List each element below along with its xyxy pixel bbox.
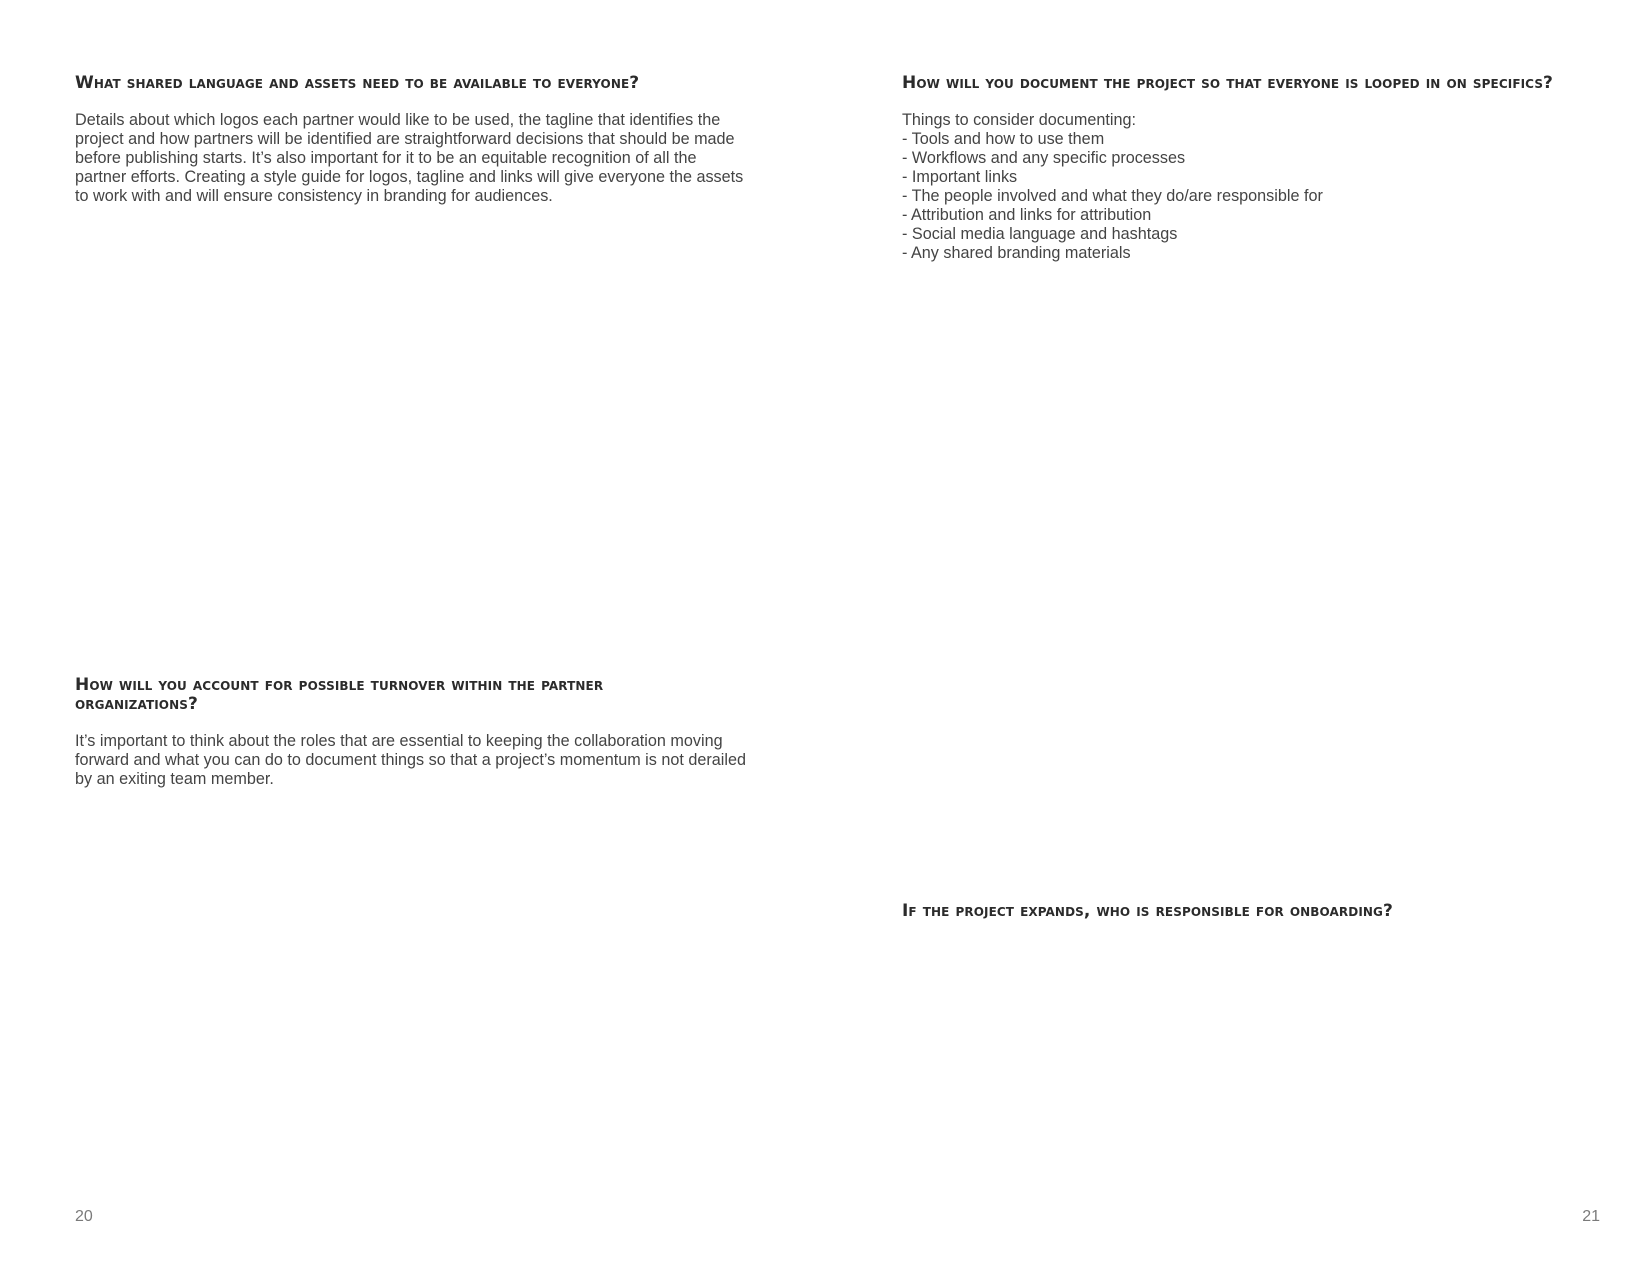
list-intro: Things to consider documenting: bbox=[902, 111, 1136, 129]
list-item: - Attribution and links for attribution bbox=[902, 206, 1602, 225]
list-item: - Important links bbox=[902, 168, 1602, 187]
section-onboarding bbox=[902, 902, 1602, 939]
page-number: 20 bbox=[75, 1208, 93, 1225]
section-heading: How will you document the project so that everyone is looped in on specifics? bbox=[902, 73, 1554, 93]
page-number: 21 bbox=[1582, 1208, 1600, 1225]
right-page bbox=[825, 0, 1650, 1275]
section-turnover bbox=[75, 675, 746, 789]
list-item: - Tools and how to use them bbox=[902, 130, 1602, 149]
list-item: - Social media language and hashtags bbox=[902, 225, 1602, 244]
list-item: - Any shared branding materials bbox=[902, 244, 1602, 263]
section-documentation bbox=[902, 74, 1602, 263]
section-heading: If the project expands, who is responsible for onboarding? bbox=[902, 901, 1393, 921]
documentation-list bbox=[902, 130, 1602, 263]
section-heading: What shared language and assets need to be available to everyone? bbox=[75, 73, 640, 93]
section-body: Details about which logos each partner would like to be used, the tagline that identifies the project and how partners will be identified are straightforward decisions that should be made before publishing starts. It’s also important for it to be an equitable recognition of all the partner efforts. Creating a style guide for logos, tagline and links will give everyone the assets to work with and will ensure consistency in branding for audiences. bbox=[75, 111, 744, 205]
section-body: It’s important to think about the roles that are essential to keeping the collaboration moving forward and what you can do to document things so that a project’s momentum is not derailed by an exiting team member. bbox=[75, 732, 746, 788]
section-shared-language bbox=[75, 74, 755, 206]
list-item: - Workflows and any specific processes bbox=[902, 149, 1602, 168]
list-item: - The people involved and what they do/are responsible for bbox=[902, 187, 1602, 206]
section-heading: How will you account for possible turnover within the partner organizations? bbox=[75, 675, 604, 714]
